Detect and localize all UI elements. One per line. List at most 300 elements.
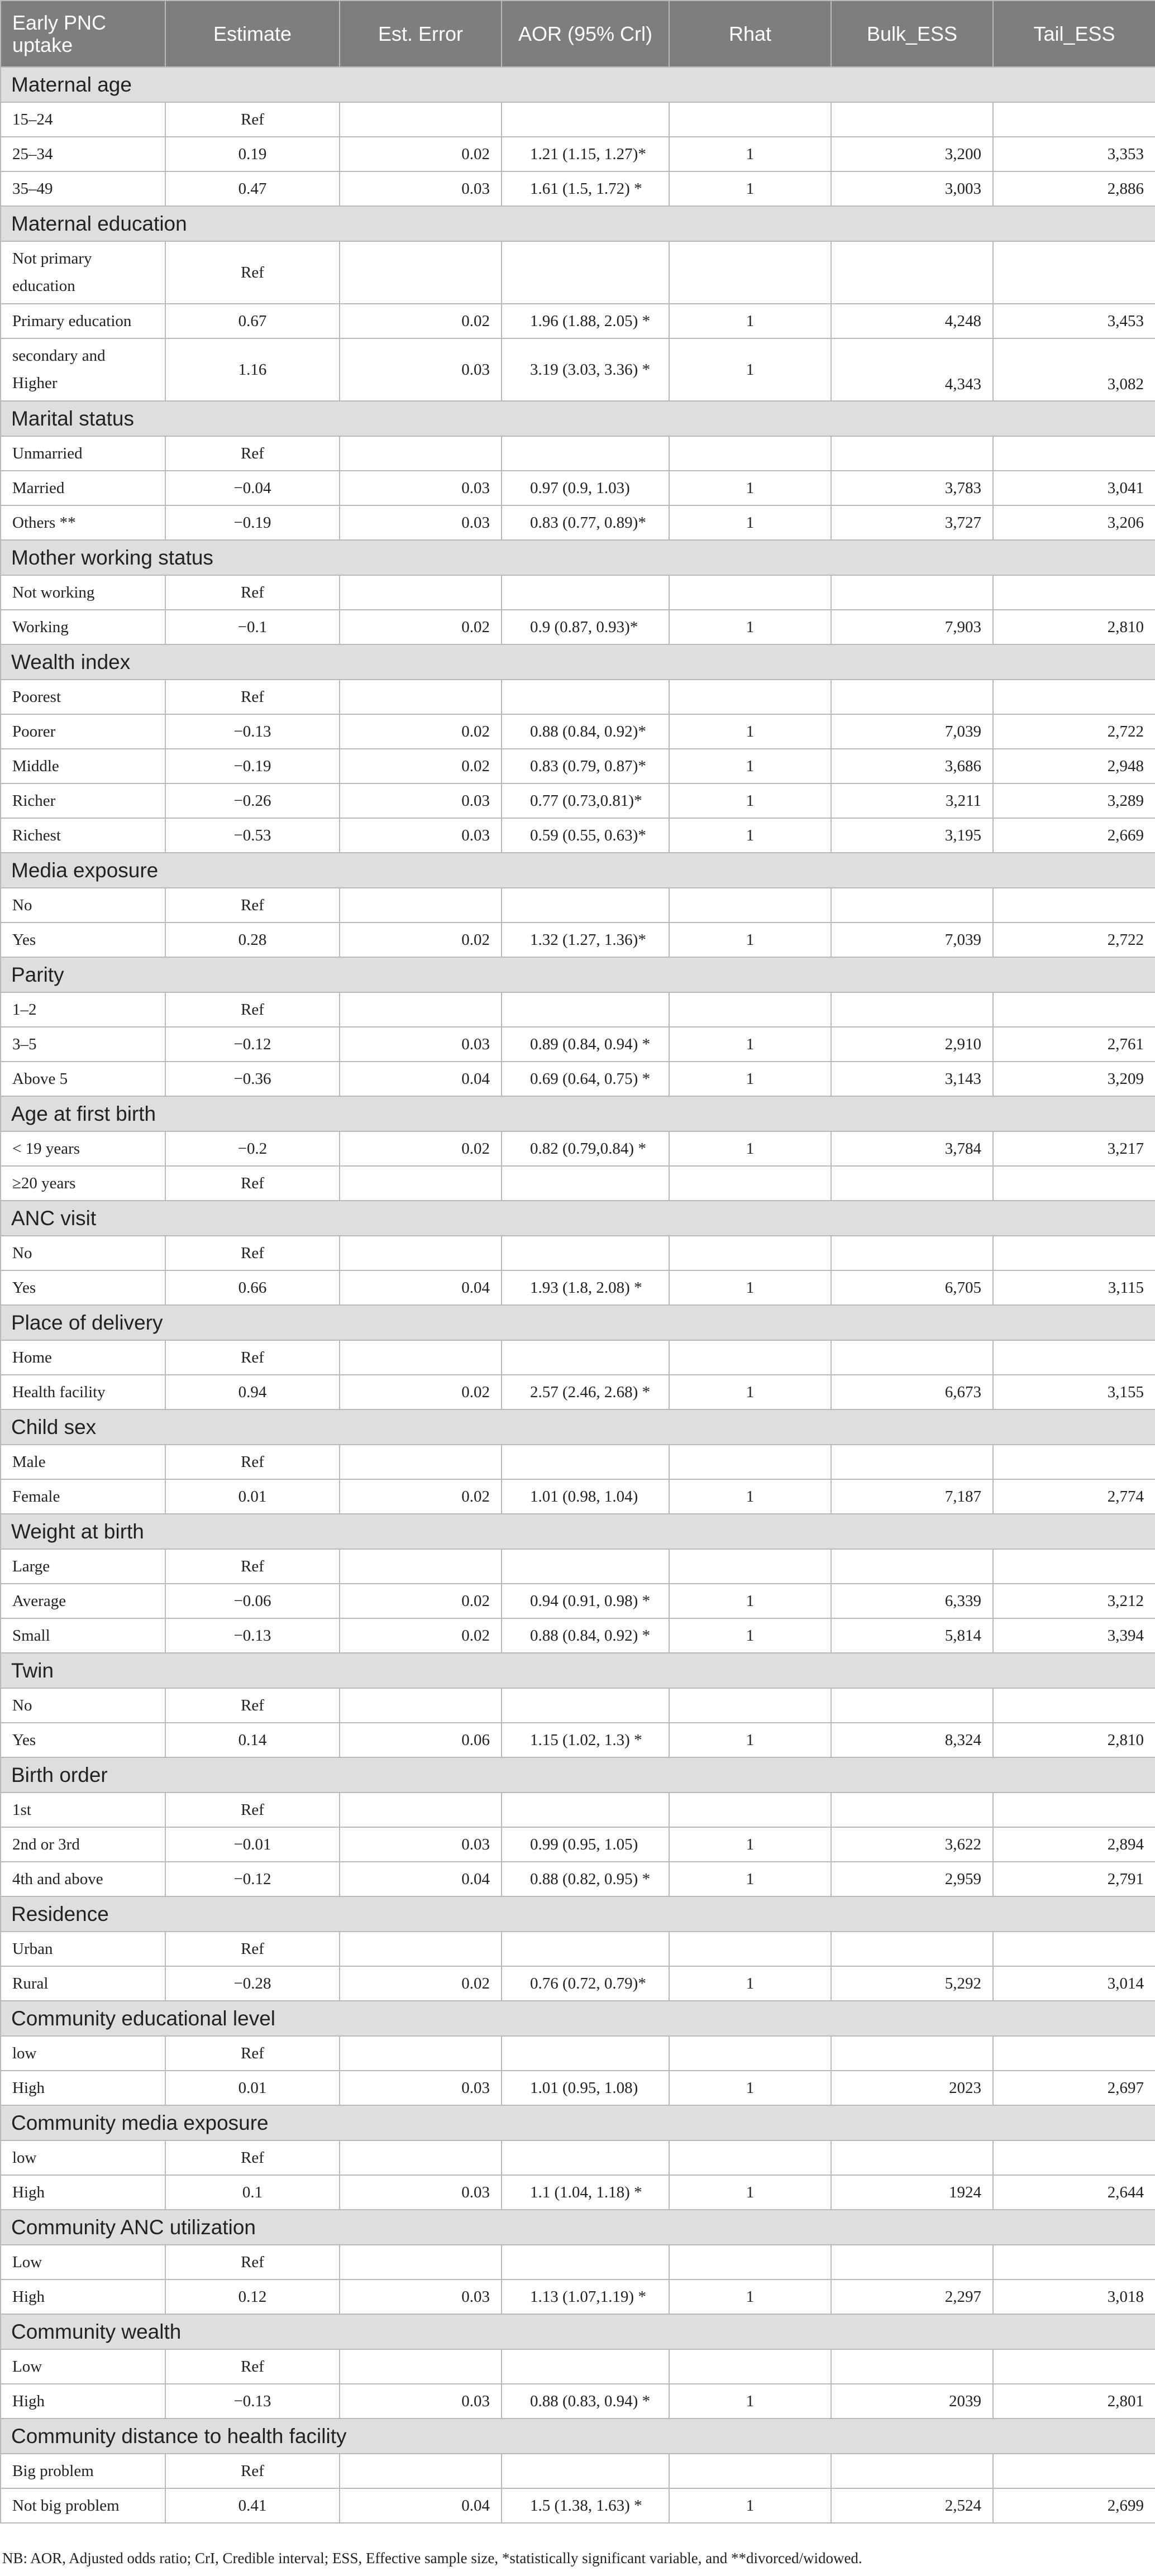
cell-bulk-ess: 5,292 bbox=[831, 1966, 993, 2001]
cell-aor: 2.57 (2.46, 2.68) * bbox=[502, 1375, 669, 1409]
cell-rhat bbox=[669, 1549, 831, 1584]
cell-rhat: 1 bbox=[669, 714, 831, 749]
cell-est-error bbox=[340, 2140, 502, 2175]
cell-est-error bbox=[340, 241, 502, 304]
cell-estimate: 0.19 bbox=[165, 137, 340, 171]
cell-tail-ess: 2,894 bbox=[993, 1827, 1155, 1862]
cell-variable: Big problem bbox=[1, 2454, 165, 2488]
cell-rhat: 1 bbox=[669, 1723, 831, 1757]
cell-rhat: 1 bbox=[669, 1479, 831, 1514]
cell-tail-ess: 2,761 bbox=[993, 1027, 1155, 1062]
cell-aor: 1.01 (0.98, 1.04) bbox=[502, 1479, 669, 1514]
cell-tail-ess: 3,082 bbox=[993, 338, 1155, 401]
section-title: Community educational level bbox=[1, 2001, 1155, 2036]
cell-aor bbox=[502, 2036, 669, 2071]
cell-tail-ess: 3,289 bbox=[993, 783, 1155, 818]
cell-tail-ess bbox=[993, 575, 1155, 610]
cell-variable: Low bbox=[1, 2245, 165, 2279]
cell-variable: Primary education bbox=[1, 304, 165, 338]
cell-estimate: −0.26 bbox=[165, 783, 340, 818]
section-header-row bbox=[1, 2105, 1155, 2140]
cell-estimate: −0.13 bbox=[165, 2384, 340, 2419]
section-title: Community media exposure bbox=[1, 2105, 1155, 2140]
cell-aor bbox=[502, 1932, 669, 1966]
cell-aor: 1.1 (1.04, 1.18) * bbox=[502, 2175, 669, 2210]
cell-rhat bbox=[669, 1340, 831, 1375]
cell-variable: Low bbox=[1, 2349, 165, 2384]
cell-rhat: 1 bbox=[669, 2071, 831, 2105]
cell-tail-ess bbox=[993, 992, 1155, 1027]
cell-est-error bbox=[340, 992, 502, 1027]
cell-aor: 0.88 (0.84, 0.92)* bbox=[502, 714, 669, 749]
cell-estimate: Ref bbox=[165, 680, 340, 714]
table-row bbox=[1, 2349, 1155, 2384]
table-row bbox=[1, 241, 1155, 304]
cell-variable: Not primary education bbox=[1, 241, 165, 304]
table-row bbox=[1, 714, 1155, 749]
cell-estimate: Ref bbox=[165, 1932, 340, 1966]
cell-tail-ess bbox=[993, 1549, 1155, 1584]
cell-estimate: 0.1 bbox=[165, 2175, 340, 2210]
section-title: Mother working status bbox=[1, 540, 1155, 575]
table-row bbox=[1, 610, 1155, 644]
cell-bulk-ess: 4,343 bbox=[831, 338, 993, 401]
cell-bulk-ess: 5,814 bbox=[831, 1618, 993, 1653]
table-row bbox=[1, 1479, 1155, 1514]
cell-tail-ess: 3,041 bbox=[993, 471, 1155, 505]
cell-bulk-ess: 3,727 bbox=[831, 505, 993, 540]
cell-est-error bbox=[340, 436, 502, 471]
cell-est-error bbox=[340, 1166, 502, 1201]
cell-tail-ess: 2,791 bbox=[993, 1862, 1155, 1896]
cell-aor bbox=[502, 1340, 669, 1375]
section-title: Wealth index bbox=[1, 644, 1155, 680]
table-row bbox=[1, 1793, 1155, 1827]
cell-bulk-ess: 3,211 bbox=[831, 783, 993, 818]
section-header-row bbox=[1, 401, 1155, 436]
cell-aor: 0.88 (0.83, 0.94) * bbox=[502, 2384, 669, 2419]
cell-tail-ess bbox=[993, 241, 1155, 304]
cell-aor bbox=[502, 241, 669, 304]
cell-bulk-ess: 6,705 bbox=[831, 1270, 993, 1305]
cell-aor: 3.19 (3.03, 3.36) * bbox=[502, 338, 669, 401]
cell-tail-ess: 2,669 bbox=[993, 818, 1155, 853]
cell-est-error: 0.03 bbox=[340, 171, 502, 206]
table-row bbox=[1, 1340, 1155, 1375]
cell-aor: 0.59 (0.55, 0.63)* bbox=[502, 818, 669, 853]
cell-estimate: Ref bbox=[165, 2349, 340, 2384]
cell-rhat: 1 bbox=[669, 749, 831, 783]
cell-bulk-ess: 3,686 bbox=[831, 749, 993, 783]
cell-estimate: −0.13 bbox=[165, 1618, 340, 1653]
table-row bbox=[1, 1027, 1155, 1062]
cell-aor: 1.01 (0.95, 1.08) bbox=[502, 2071, 669, 2105]
cell-bulk-ess: 4,248 bbox=[831, 304, 993, 338]
cell-estimate: 0.28 bbox=[165, 923, 340, 957]
cell-rhat bbox=[669, 2140, 831, 2175]
cell-est-error: 0.02 bbox=[340, 923, 502, 957]
table-row bbox=[1, 992, 1155, 1027]
cell-rhat: 1 bbox=[669, 1584, 831, 1618]
cell-tail-ess: 2,886 bbox=[993, 171, 1155, 206]
table-row bbox=[1, 1827, 1155, 1862]
cell-rhat bbox=[669, 888, 831, 923]
cell-variable: 35–49 bbox=[1, 171, 165, 206]
header-est-error: Est. Error bbox=[340, 1, 502, 67]
cell-rhat: 1 bbox=[669, 610, 831, 644]
cell-tail-ess: 3,018 bbox=[993, 2279, 1155, 2314]
cell-estimate: Ref bbox=[165, 102, 340, 137]
cell-bulk-ess bbox=[831, 1549, 993, 1584]
cell-variable: Large bbox=[1, 1549, 165, 1584]
cell-bulk-ess: 6,673 bbox=[831, 1375, 993, 1409]
cell-bulk-ess bbox=[831, 241, 993, 304]
section-header-row bbox=[1, 1757, 1155, 1793]
cell-tail-ess: 3,155 bbox=[993, 1375, 1155, 1409]
cell-aor: 1.61 (1.5, 1.72) * bbox=[502, 171, 669, 206]
cell-estimate: 0.01 bbox=[165, 1479, 340, 1514]
cell-tail-ess bbox=[993, 102, 1155, 137]
cell-est-error: 0.03 bbox=[340, 471, 502, 505]
cell-variable: Richest bbox=[1, 818, 165, 853]
cell-aor: 0.82 (0.79,0.84) * bbox=[502, 1131, 669, 1166]
section-header-row bbox=[1, 2419, 1155, 2454]
cell-rhat: 1 bbox=[669, 1131, 831, 1166]
cell-est-error bbox=[340, 1688, 502, 1723]
table-row bbox=[1, 171, 1155, 206]
cell-variable: Unmarried bbox=[1, 436, 165, 471]
cell-bulk-ess: 3,003 bbox=[831, 171, 993, 206]
cell-tail-ess: 2,774 bbox=[993, 1479, 1155, 1514]
cell-est-error bbox=[340, 2349, 502, 2384]
cell-estimate: Ref bbox=[165, 2036, 340, 2071]
cell-aor bbox=[502, 1549, 669, 1584]
table-row bbox=[1, 2175, 1155, 2210]
cell-tail-ess bbox=[993, 436, 1155, 471]
cell-bulk-ess: 2,959 bbox=[831, 1862, 993, 1896]
cell-tail-ess: 2,722 bbox=[993, 714, 1155, 749]
cell-est-error: 0.02 bbox=[340, 1966, 502, 2001]
cell-variable: ≥20 years bbox=[1, 1166, 165, 1201]
section-header-row bbox=[1, 1896, 1155, 1932]
cell-aor bbox=[502, 888, 669, 923]
cell-variable: Richer bbox=[1, 783, 165, 818]
cell-est-error: 0.02 bbox=[340, 1584, 502, 1618]
section-header-row bbox=[1, 957, 1155, 992]
cell-rhat: 1 bbox=[669, 1827, 831, 1862]
cell-aor: 0.97 (0.9, 1.03) bbox=[502, 471, 669, 505]
cell-est-error: 0.04 bbox=[340, 1270, 502, 1305]
cell-variable: Home bbox=[1, 1340, 165, 1375]
cell-est-error: 0.02 bbox=[340, 1618, 502, 1653]
table-row bbox=[1, 2279, 1155, 2314]
cell-rhat: 1 bbox=[669, 171, 831, 206]
cell-estimate: Ref bbox=[165, 1549, 340, 1584]
cell-tail-ess: 3,217 bbox=[993, 1131, 1155, 1166]
cell-est-error: 0.02 bbox=[340, 1131, 502, 1166]
cell-tail-ess: 2,810 bbox=[993, 1723, 1155, 1757]
cell-tail-ess bbox=[993, 2245, 1155, 2279]
table-row bbox=[1, 1618, 1155, 1653]
cell-rhat bbox=[669, 241, 831, 304]
cell-est-error: 0.06 bbox=[340, 1723, 502, 1757]
cell-estimate: −0.06 bbox=[165, 1584, 340, 1618]
cell-tail-ess: 2,697 bbox=[993, 2071, 1155, 2105]
section-title: Parity bbox=[1, 957, 1155, 992]
cell-tail-ess bbox=[993, 1340, 1155, 1375]
section-header-row bbox=[1, 67, 1155, 102]
cell-variable: Female bbox=[1, 1479, 165, 1514]
cell-aor bbox=[502, 2140, 669, 2175]
cell-aor: 1.93 (1.8, 2.08) * bbox=[502, 1270, 669, 1305]
cell-estimate: Ref bbox=[165, 992, 340, 1027]
cell-aor: 0.76 (0.72, 0.79)* bbox=[502, 1966, 669, 2001]
section-title: Community ANC utilization bbox=[1, 2210, 1155, 2245]
header-bulk-ess: Bulk_ESS bbox=[831, 1, 993, 67]
table-row bbox=[1, 338, 1155, 401]
section-title: Weight at birth bbox=[1, 1514, 1155, 1549]
cell-tail-ess: 2,810 bbox=[993, 610, 1155, 644]
cell-bulk-ess bbox=[831, 1793, 993, 1827]
table-row bbox=[1, 436, 1155, 471]
cell-estimate: Ref bbox=[165, 575, 340, 610]
header-estimate: Estimate bbox=[165, 1, 340, 67]
cell-estimate: −0.19 bbox=[165, 505, 340, 540]
cell-bulk-ess bbox=[831, 992, 993, 1027]
table-row bbox=[1, 783, 1155, 818]
cell-variable: Health facility bbox=[1, 1375, 165, 1409]
cell-variable: No bbox=[1, 1688, 165, 1723]
cell-estimate: 0.47 bbox=[165, 171, 340, 206]
cell-aor: 1.21 (1.15, 1.27)* bbox=[502, 137, 669, 171]
cell-bulk-ess: 2,297 bbox=[831, 2279, 993, 2314]
cell-tail-ess: 3,014 bbox=[993, 1966, 1155, 2001]
section-header-row bbox=[1, 540, 1155, 575]
section-title: Maternal education bbox=[1, 206, 1155, 241]
section-title: Age at first birth bbox=[1, 1096, 1155, 1131]
cell-bulk-ess bbox=[831, 888, 993, 923]
cell-est-error bbox=[340, 1793, 502, 1827]
section-header-row bbox=[1, 2314, 1155, 2349]
section-header-row bbox=[1, 1096, 1155, 1131]
section-header-row bbox=[1, 1514, 1155, 1549]
cell-bulk-ess bbox=[831, 2349, 993, 2384]
cell-variable: Average bbox=[1, 1584, 165, 1618]
cell-bulk-ess: 3,622 bbox=[831, 1827, 993, 1862]
cell-tail-ess: 2,722 bbox=[993, 923, 1155, 957]
cell-rhat bbox=[669, 1445, 831, 1479]
section-header-row bbox=[1, 1409, 1155, 1445]
cell-estimate: Ref bbox=[165, 1340, 340, 1375]
cell-aor: 1.5 (1.38, 1.63) * bbox=[502, 2488, 669, 2523]
cell-rhat bbox=[669, 2036, 831, 2071]
cell-variable: Male bbox=[1, 1445, 165, 1479]
cell-estimate: Ref bbox=[165, 1166, 340, 1201]
cell-estimate: 0.41 bbox=[165, 2488, 340, 2523]
cell-variable: Working bbox=[1, 610, 165, 644]
cell-variable: 1–2 bbox=[1, 992, 165, 1027]
table-row bbox=[1, 2488, 1155, 2523]
table-row bbox=[1, 2245, 1155, 2279]
cell-est-error bbox=[340, 2036, 502, 2071]
section-title: Residence bbox=[1, 1896, 1155, 1932]
cell-rhat bbox=[669, 102, 831, 137]
cell-estimate: 0.01 bbox=[165, 2071, 340, 2105]
cell-est-error: 0.03 bbox=[340, 338, 502, 401]
cell-est-error: 0.02 bbox=[340, 610, 502, 644]
cell-aor: 0.88 (0.82, 0.95) * bbox=[502, 1862, 669, 1896]
cell-variable: Middle bbox=[1, 749, 165, 783]
cell-rhat: 1 bbox=[669, 2384, 831, 2419]
cell-estimate: −0.36 bbox=[165, 1062, 340, 1096]
cell-est-error: 0.04 bbox=[340, 2488, 502, 2523]
cell-aor bbox=[502, 1166, 669, 1201]
cell-rhat: 1 bbox=[669, 818, 831, 853]
cell-variable: low bbox=[1, 2036, 165, 2071]
cell-bulk-ess: 7,903 bbox=[831, 610, 993, 644]
cell-estimate: −0.12 bbox=[165, 1027, 340, 1062]
cell-est-error: 0.02 bbox=[340, 714, 502, 749]
cell-rhat: 1 bbox=[669, 1027, 831, 1062]
cell-tail-ess bbox=[993, 888, 1155, 923]
cell-bulk-ess: 7,187 bbox=[831, 1479, 993, 1514]
cell-tail-ess bbox=[993, 1793, 1155, 1827]
cell-aor: 1.13 (1.07,1.19) * bbox=[502, 2279, 669, 2314]
cell-aor: 0.99 (0.95, 1.05) bbox=[502, 1827, 669, 1862]
cell-aor: 0.69 (0.64, 0.75) * bbox=[502, 1062, 669, 1096]
cell-variable: Yes bbox=[1, 923, 165, 957]
cell-aor: 0.88 (0.84, 0.92) * bbox=[502, 1618, 669, 1653]
cell-estimate: Ref bbox=[165, 1445, 340, 1479]
header-tail-ess: Tail_ESS bbox=[993, 1, 1155, 67]
cell-tail-ess: 3,115 bbox=[993, 1270, 1155, 1305]
table-row bbox=[1, 1862, 1155, 1896]
section-header-row bbox=[1, 1201, 1155, 1236]
table-row bbox=[1, 888, 1155, 923]
cell-est-error bbox=[340, 2245, 502, 2279]
cell-rhat: 1 bbox=[669, 2279, 831, 2314]
cell-variable: 25–34 bbox=[1, 137, 165, 171]
cell-estimate: −0.53 bbox=[165, 818, 340, 853]
cell-estimate: Ref bbox=[165, 241, 340, 304]
cell-estimate: −0.28 bbox=[165, 1966, 340, 2001]
table-row bbox=[1, 1723, 1155, 1757]
cell-aor bbox=[502, 992, 669, 1027]
section-title: Marital status bbox=[1, 401, 1155, 436]
cell-rhat bbox=[669, 1236, 831, 1270]
table-row bbox=[1, 1062, 1155, 1096]
cell-tail-ess: 2,801 bbox=[993, 2384, 1155, 2419]
table-row bbox=[1, 1270, 1155, 1305]
cell-estimate: −0.12 bbox=[165, 1862, 340, 1896]
cell-aor bbox=[502, 1236, 669, 1270]
cell-variable: Rural bbox=[1, 1966, 165, 2001]
cell-est-error bbox=[340, 1236, 502, 1270]
cell-estimate: −0.04 bbox=[165, 471, 340, 505]
cell-bulk-ess: 2039 bbox=[831, 2384, 993, 2419]
cell-rhat: 1 bbox=[669, 783, 831, 818]
section-title: Community wealth bbox=[1, 2314, 1155, 2349]
cell-tail-ess: 3,353 bbox=[993, 137, 1155, 171]
section-title: ANC visit bbox=[1, 1201, 1155, 1236]
cell-variable: Poorest bbox=[1, 680, 165, 714]
cell-est-error: 0.02 bbox=[340, 304, 502, 338]
table-row bbox=[1, 1131, 1155, 1166]
cell-bulk-ess: 7,039 bbox=[831, 714, 993, 749]
cell-variable: 15–24 bbox=[1, 102, 165, 137]
section-title: Twin bbox=[1, 1653, 1155, 1688]
cell-est-error: 0.02 bbox=[340, 749, 502, 783]
table-row bbox=[1, 1549, 1155, 1584]
cell-est-error bbox=[340, 1445, 502, 1479]
cell-bulk-ess bbox=[831, 1340, 993, 1375]
cell-bulk-ess bbox=[831, 1236, 993, 1270]
table-row bbox=[1, 680, 1155, 714]
cell-estimate: Ref bbox=[165, 1688, 340, 1723]
table-row bbox=[1, 1966, 1155, 2001]
table-row bbox=[1, 2140, 1155, 2175]
cell-tail-ess bbox=[993, 2454, 1155, 2488]
cell-est-error bbox=[340, 888, 502, 923]
table-row bbox=[1, 2071, 1155, 2105]
cell-tail-ess bbox=[993, 2036, 1155, 2071]
cell-est-error: 0.04 bbox=[340, 1062, 502, 1096]
cell-variable: Yes bbox=[1, 1723, 165, 1757]
cell-estimate: 1.16 bbox=[165, 338, 340, 401]
cell-bulk-ess bbox=[831, 2454, 993, 2488]
table-row bbox=[1, 471, 1155, 505]
cell-rhat bbox=[669, 436, 831, 471]
cell-est-error: 0.03 bbox=[340, 818, 502, 853]
cell-estimate: 0.12 bbox=[165, 2279, 340, 2314]
table-row bbox=[1, 818, 1155, 853]
table-row bbox=[1, 923, 1155, 957]
cell-rhat bbox=[669, 575, 831, 610]
cell-rhat bbox=[669, 2245, 831, 2279]
cell-aor: 0.9 (0.87, 0.93)* bbox=[502, 610, 669, 644]
table-row bbox=[1, 1584, 1155, 1618]
cell-aor bbox=[502, 102, 669, 137]
section-title: Place of delivery bbox=[1, 1305, 1155, 1340]
cell-aor bbox=[502, 2349, 669, 2384]
cell-bulk-ess: 3,783 bbox=[831, 471, 993, 505]
cell-rhat: 1 bbox=[669, 471, 831, 505]
table-row bbox=[1, 505, 1155, 540]
cell-aor: 1.32 (1.27, 1.36)* bbox=[502, 923, 669, 957]
cell-variable: No bbox=[1, 1236, 165, 1270]
cell-bulk-ess: 7,039 bbox=[831, 923, 993, 957]
cell-aor: 0.83 (0.77, 0.89)* bbox=[502, 505, 669, 540]
cell-bulk-ess: 3,195 bbox=[831, 818, 993, 853]
cell-bulk-ess: 3,200 bbox=[831, 137, 993, 171]
section-title: Media exposure bbox=[1, 853, 1155, 888]
cell-variable: Urban bbox=[1, 1932, 165, 1966]
cell-est-error: 0.03 bbox=[340, 505, 502, 540]
cell-tail-ess: 3,209 bbox=[993, 1062, 1155, 1096]
section-title: Community distance to health facility bbox=[1, 2419, 1155, 2454]
section-header-row bbox=[1, 1653, 1155, 1688]
section-header-row bbox=[1, 644, 1155, 680]
cell-bulk-ess bbox=[831, 102, 993, 137]
cell-est-error bbox=[340, 2454, 502, 2488]
cell-variable: No bbox=[1, 888, 165, 923]
table-row bbox=[1, 1236, 1155, 1270]
table-row bbox=[1, 304, 1155, 338]
table-row bbox=[1, 1932, 1155, 1966]
cell-bulk-ess: 1924 bbox=[831, 2175, 993, 2210]
cell-rhat: 1 bbox=[669, 505, 831, 540]
table-row bbox=[1, 1166, 1155, 1201]
